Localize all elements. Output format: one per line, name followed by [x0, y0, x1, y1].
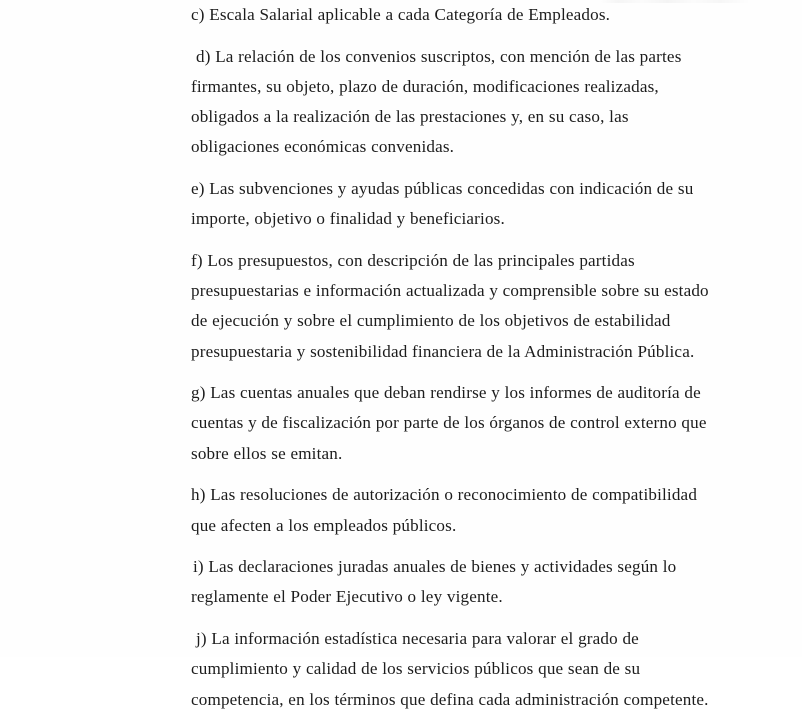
- list-item-f: f) Los presupuestos, con descripción de las principales partidas presupuestarias e información actualizada y comprensible sobre su estado de ejecución y sobre el cumplimiento de los objetivos de estabilidad presupuestaria y sostenibilidad financiera de la Administración Pública.: [191, 250, 709, 361]
- list-item-e: e) Las subvenciones y ayudas públicas concedidas con indicación de su importe, objetivo o finalidad y beneficiarios.: [191, 179, 694, 229]
- list-item-c: c) Escala Salarial aplicable a cada Categoría de Empleados.: [191, 5, 611, 24]
- document-text-column: [191, 0, 713, 715]
- list-item-d: d) La relación de los convenios suscriptos, con mención de las partes firmantes, su objeto, plazo de duración, modificaciones realizadas, obligados a la realización de las prestaciones y, en su caso, las obligaciones económicas convenidas.: [191, 46, 682, 157]
- list-item-g: g) Las cuentas anuales que deban rendirse y los informes de auditoría de cuentas y de fiscalización por parte de los órganos de control externo que sobre ellos se emitan.: [191, 383, 707, 463]
- list-item-j: j) La información estadística necesaria para valorar el grado de cumplimiento y calidad de los servicios públicos que sean de su competencia, en los términos que defina cada administración competente.: [191, 629, 709, 709]
- list-item-i: i) Las declaraciones juradas anuales de bienes y actividades según lo reglamente el Poder Ejecutivo o ley vigente.: [191, 557, 677, 607]
- list-item-h: h) Las resoluciones de autorización o reconocimiento de compatibilidad que afecten a los empleados públicos.: [191, 485, 698, 535]
